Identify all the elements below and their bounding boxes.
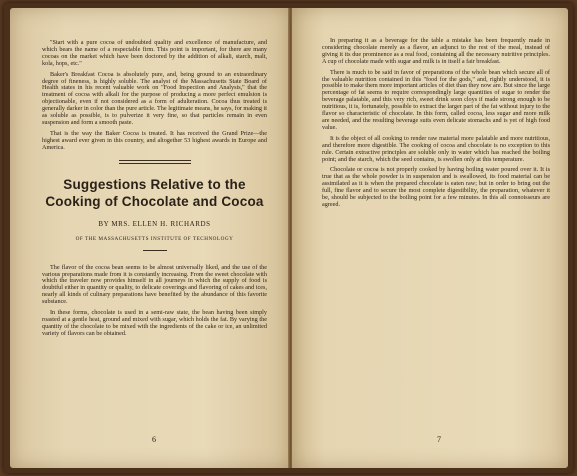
- page-number: 7: [437, 435, 441, 444]
- paragraph: Chocolate or cocoa is not properly cooked by having boiling water poured over it. It is true that as the whole powder is in suspension and is swallowed, its food material can be assimilated as it is when the prepared chocolate is eaten raw; but in order to bring out the full, fine flavor and to secure the most complete digestibility, the preparation, whatever it be, should be subjected to the boiling point for a few minutes. In this all connoisseurs are agreed.: [322, 166, 550, 208]
- author-line: BY MRS. ELLEN H. RICHARDS: [98, 219, 211, 228]
- short-divider: [143, 250, 167, 251]
- paragraph: In these forms, chocolate is used in a semi-raw state, the bean having been simply roasted at a gentle heat, ground and mixed with sugar, which holds the fat. By varying the quantity of the chocolate to be mixed with the ingredients of the cake or ice, an unlimited variety of flavors can be obtained.: [42, 309, 267, 337]
- affiliation-line: OF THE MASSACHUSETTS INSTITUTE OF TECHNOLOGY: [75, 235, 234, 242]
- right-page-content: [322, 38, 550, 213]
- paragraph: It is the object of all cooking to render raw material more palatable and more nutritious, and therefore more digestible. The cooking of cocoa and chocolate is no exception to this rule. Certain extractive principles are soluble only in water which has reached the boiling point; and the starch, which the seed contains, is swollen only at this temperature.: [322, 134, 550, 163]
- page-number: 6: [152, 435, 156, 444]
- paragraph: "Start with a pure cocoa of undoubted quality and excellence of manufacture, and which bears the name of a respectable firm. This point is important, for there are many cocoas on the market which have been doctored by the addition of alkali, starch, malt, kola, hops, etc.": [42, 39, 267, 67]
- paragraph: The flavor of the cocoa bean seems to be almost universally liked, and the use of the various preparations made from it is constantly increasing. From the sweet chocolate with which the traveler now provides himself in all journeys in which the supply of food is doubtful either in quantity or quality, to delicate coverings and flavoring of cakes and ices, nearly all kinds of culinary preparations have benefited by the abundance of this favorite substance.: [42, 263, 267, 306]
- paragraph: That is the way the Baker Cocoa is treated. It has received the Grand Prize—the highest award ever given in this country, and altogether 53 highest awards in Europe and America.: [42, 129, 267, 151]
- article-title: Suggestions Relative to the Cooking of Chocolate and Cocoa: [45, 176, 264, 209]
- paragraph: There is much to be said in favor of preparations of the whole bean which secure all of the valuable nutrition contained in this "food for the gods," and, rightly understood, it is possible to make them more important articles of diet than they now are. But since the large percentage of fat seems to require correspondingly large quantities of sugar to render the beverage palatable, and this very rich, sweet drink soon cloys if made strong enough to be nutritious, it is, fortunately, possible to extract the larger part of the fat without injury to the flavor so characteristic of chocolate. In this form, called cocoa, less sugar and more milk are needed, and the resulting beverage suits even delicate stomachs and is yet of high food value.: [322, 68, 550, 131]
- section-divider: [119, 160, 191, 164]
- left-page-content: [42, 40, 267, 342]
- paragraph: In preparing it as a beverage for the table a mistake has been frequently made in considering chocolate merely as a flavor, an adjunct to the rest of the meal, instead of giving it its due prominence as a real food, containing all the necessary nutritive principles. A cup of chocolate made with sugar and milk is in itself a fair breakfast.: [322, 37, 550, 65]
- right-page: [292, 8, 568, 468]
- paragraph: Baker's Breakfast Cocoa is absolutely pure, and, being ground to an extraordinary degree of fineness, is highly soluble. The analyst of the Massachusetts State Board of Health states in his recent valuable work on "Food Inspection and Analysis," that the treatment of cocoa with alkali for the purpose of producing a more perfect emulsion is objectionable, even if not considered as a form of adulteration. Cocoa thus treated is generally darker in color than the pure article. The legitimate means, he says, for making it as soluble as possible, is to pulverize it very fine, so that particles remain in even suspension and form a smooth paste.: [42, 70, 267, 126]
- book-spread: [4, 3, 573, 473]
- left-page: [10, 8, 289, 468]
